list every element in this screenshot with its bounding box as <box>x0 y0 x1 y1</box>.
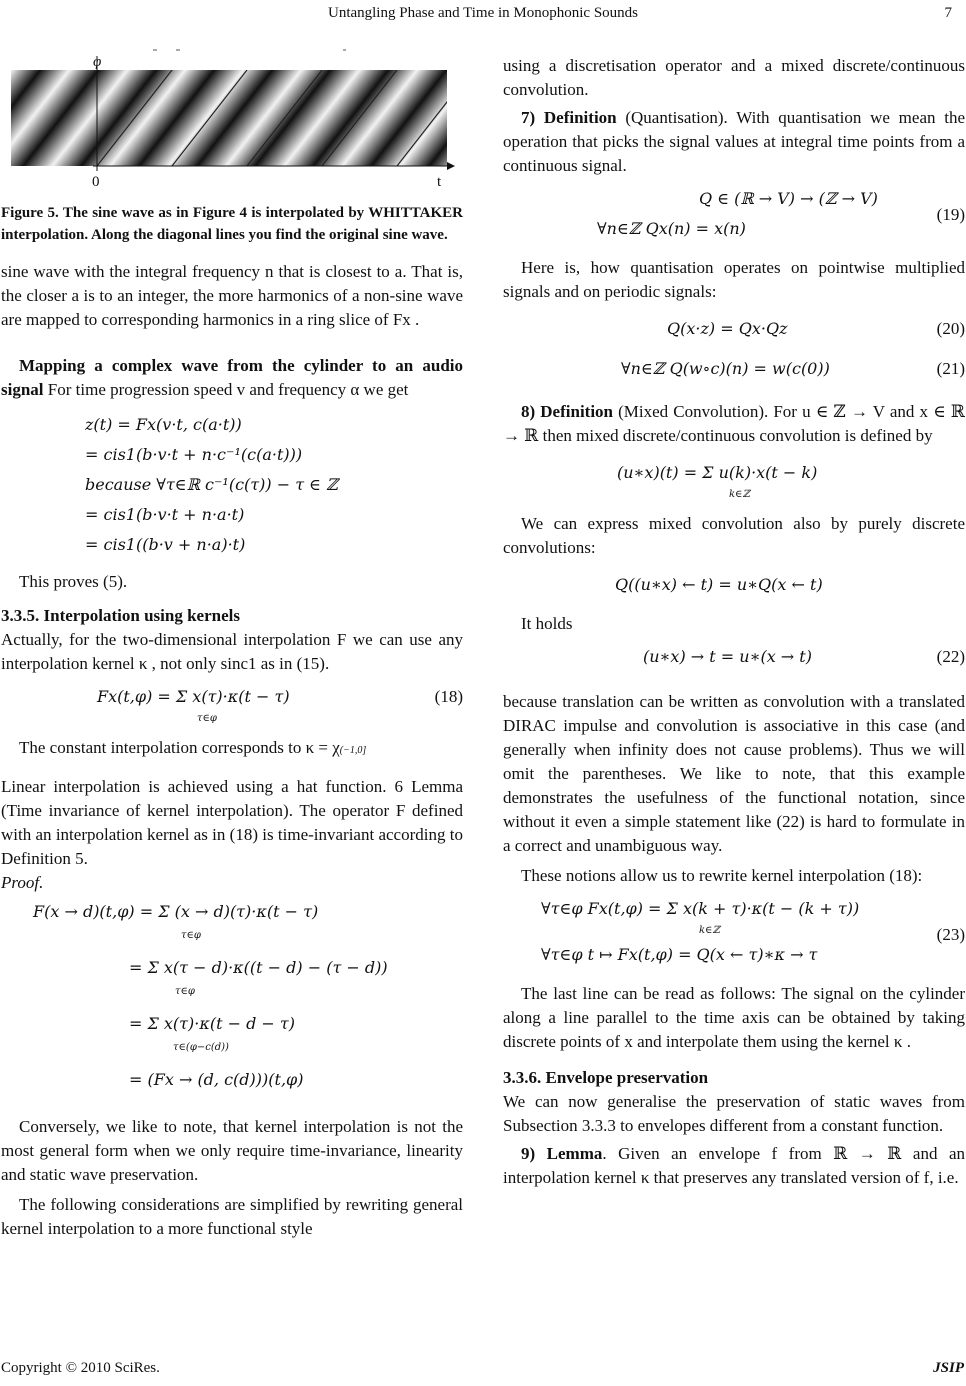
equation-subscript: (−1,0] <box>339 745 367 756</box>
equation-line: Q(x·z) = Qx·Qz <box>667 319 788 338</box>
equation-subscript: τ∈(φ−c(d)) <box>173 1042 229 1053</box>
equation-line: because ∀τ∈ℝ c⁻¹(c(τ)) − τ ∈ ℤ <box>85 475 338 494</box>
paragraph: We can now generalise the preservation of static waves from Subsection 3.3.3 to envelopes different from a constant function. <box>503 1092 965 1135</box>
equation-subscript: τ∈φ <box>175 986 195 997</box>
paragraph: The last line can be read as follows: The signal on the cylinder along a line parallel to the time axis can be obtained by taking discrete points of x and interpolate them using the kernel κ . <box>503 984 965 1051</box>
equation-discrete-convolution <box>503 574 965 604</box>
paragraph: sine wave with the integral frequency n that is closest to a. That is, the closer a is to an integer, the more harmonics of a non-sine wave are mapped to corresponding harmonics in a ring slice of Fx . <box>1 262 463 329</box>
running-title: Untangling Phase and Time in Monophonic Sounds <box>327 5 638 21</box>
paragraph <box>503 106 965 178</box>
equation-line: Fx(t,φ) = Σ x(τ)·κ(t − τ) <box>97 687 290 706</box>
paragraph-text: For time progression speed v and frequency α we get <box>43 380 409 399</box>
t-axis-label: t <box>437 174 442 190</box>
proof-equations <box>1 901 463 1113</box>
paragraph: We can express mixed convolution also by purely discrete convolutions: <box>503 514 965 557</box>
figure-5-caption: Figure 5. The sine wave as in Figure 4 is interpolated by WHITTAKER interpolation. Along the diagonal lines you find the original sine wave. <box>1 205 463 243</box>
equation-23 <box>503 898 965 970</box>
equation-line: = cis1(b·v·t + n·c⁻¹(c(a·t))) <box>85 445 303 464</box>
equation-number: (20) <box>936 319 965 338</box>
equation-line: = cis1(b·v·t + n·a·t) <box>85 505 245 524</box>
proof-label: Proof. <box>1 873 44 892</box>
equation-line: F(x → d)(t,φ) = Σ (x → d)(τ)·κ(t − τ) <box>33 902 319 921</box>
equation-number: (23) <box>936 925 965 944</box>
equation-line: (u∗x)(t) = Σ u(k)·x(t − k) <box>617 463 818 482</box>
equation-line: Q ∈ (ℝ → V) → (ℤ → V) <box>699 189 878 208</box>
equation-line: ∀τ∈φ t ↦ Fx(t,φ) = Q(x ← τ)∗κ → τ <box>541 945 818 964</box>
equation-line: Q((u∗x) ← t) = u∗Q(x ← t) <box>615 575 823 594</box>
equation-mixed-convolution <box>503 462 965 506</box>
lemma-heading: 9) Lemma <box>521 1144 603 1163</box>
section-heading: 3.3.6. Envelope preservation <box>503 1068 709 1087</box>
paragraph-text: (Quantisation). With quantisation we mean the operation that picks the signal values at integral time points from a continuous signal. <box>503 108 965 175</box>
equation-line: ∀τ∈φ Fx(t,φ) = Σ x(k + τ)·κ(t − (k + τ)) <box>541 899 860 918</box>
definition-heading: 8) Definition <box>521 402 614 421</box>
equation-21 <box>503 358 965 388</box>
paragraph <box>1 354 463 402</box>
equation-line: z(t) = Fx(v·t, c(a·t)) <box>85 415 242 434</box>
equation-line: = Σ x(τ)·κ(t − d − τ) <box>129 1014 295 1033</box>
origin-label: 0 <box>92 174 100 190</box>
equation-19 <box>503 188 965 248</box>
equation-subscript: k∈ℤ <box>729 489 750 500</box>
equation-line: (u∗x) → t = u∗(x → t) <box>643 647 812 666</box>
paragraph <box>503 1142 965 1190</box>
paragraph <box>503 400 965 448</box>
paragraph-text: The constant interpolation corresponds to κ = χ <box>19 738 340 757</box>
equation-number: (18) <box>434 687 463 706</box>
paragraph: Linear interpolation is achieved using a hat function. 6 Lemma (Time invariance of kernel interpolation). The operator F defined with an interpolation kernel as in (18) is time-invariant according to Definition 5. <box>1 777 463 868</box>
equation-line: ∀n∈ℤ Q(w∘c)(n) = w(c(0)) <box>621 359 830 378</box>
figure-5-plot <box>1 46 463 196</box>
equation-20 <box>503 318 965 348</box>
paragraph-heading: Mapping a complex wave from the cylinder to an audio signal <box>1 356 463 399</box>
equation-line: = cis1((b·v + n·a)·t) <box>85 535 246 554</box>
copyright: Copyright © 2010 SciRes. <box>1 1360 160 1376</box>
equation-block <box>1 410 463 560</box>
interpolated-wave-area <box>11 70 447 166</box>
left-column <box>1 46 463 1241</box>
figure-5 <box>1 46 463 196</box>
paragraph <box>1 736 463 763</box>
paragraph: Here is, how quantisation operates on pointwise multiplied signals and on periodic signals: <box>503 258 965 301</box>
paragraph-text: . Given an envelope f from ℝ → ℝ and an interpolation kernel κ that preserves any translated version of f, i.e. <box>503 1144 965 1187</box>
page-number: 7 <box>944 5 952 21</box>
paragraph: using a discretisation operator and a mixed discrete/continuous convolution. <box>503 56 965 99</box>
right-column <box>503 54 965 1190</box>
paragraph: The following considerations are simplified by rewriting general kernel interpolation to a more functional style <box>1 1195 463 1238</box>
equation-line: = Σ x(τ − d)·κ((t − d) − (τ − d)) <box>129 958 388 977</box>
paragraph: These notions allow us to rewrite kernel interpolation (18): <box>521 866 923 885</box>
equation-number: (19) <box>936 205 965 224</box>
paragraph: Conversely, we like to note, that kernel interpolation is not the most general form when we only require time-invariance, linearity and static wave preservation. <box>1 1117 463 1184</box>
journal-abbrev: JSIP <box>933 1360 964 1376</box>
equation-22 <box>503 646 965 676</box>
equation-subscript: τ∈φ <box>197 713 217 724</box>
equation-number: (22) <box>936 647 965 666</box>
section-heading: 3.3.5. Interpolation using kernels <box>1 606 240 625</box>
definition-heading: 7) Definition <box>521 108 617 127</box>
equation-subscript: τ∈φ <box>181 930 201 941</box>
page-header <box>0 0 966 26</box>
equation-line: = (Fx → (d, c(d)))(t,φ) <box>129 1070 304 1089</box>
paragraph: Actually, for the two-dimensional interpolation F we can use any interpolation kernel κ , not only sinc1 as in (15). <box>1 630 463 673</box>
equation-subscript: k∈ℤ <box>699 925 720 936</box>
equation-number: (21) <box>936 359 965 378</box>
paragraph: because translation can be written as convolution with a translated DIRAC impulse and convolution is associative in this case (and generally when infinity does not cause problems). Thus we will omit the parentheses. We like to note, that this example demonstrates the usefulness of the functional notation, since without it even a simple statement like (22) is hard to formulate in a correct and unambiguous way. <box>503 692 965 855</box>
paragraph: This proves (5). <box>19 572 128 591</box>
paragraph: It holds <box>521 614 573 633</box>
phi-axis-label: φ <box>93 54 102 70</box>
paragraph-text: (Mixed Convolution). For u ∈ ℤ → V and x ∈ ℝ → ℝ then mixed discrete/continuous convolution is defined by <box>503 402 965 445</box>
equation-18 <box>1 686 463 730</box>
equation-line: ∀n∈ℤ Qx(n) = x(n) <box>597 219 746 238</box>
